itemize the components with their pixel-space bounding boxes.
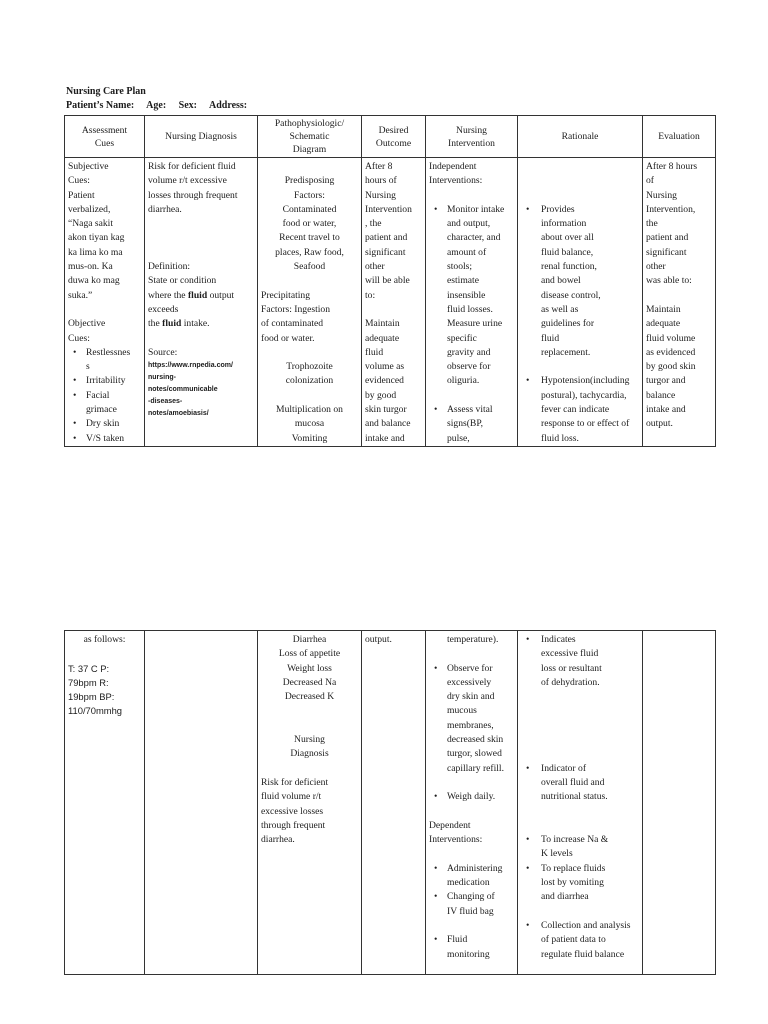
cell-nursing-diagnosis bbox=[145, 631, 258, 975]
age-label: Age: bbox=[146, 100, 167, 111]
text-line: 19bpm BP: bbox=[68, 691, 115, 703]
bullet-line: character, and bbox=[447, 232, 501, 244]
text-line: Intervention bbox=[365, 203, 412, 215]
text-line: , the bbox=[365, 218, 382, 230]
bullet-line: mucous bbox=[447, 705, 477, 717]
text-line: akon tiyan kag bbox=[68, 232, 125, 244]
text-line: turgor and bbox=[646, 375, 686, 387]
text-line: Multiplication on bbox=[276, 404, 343, 416]
text-line bbox=[429, 776, 514, 790]
bullet-line: decreased skin bbox=[447, 734, 504, 746]
text-line: the bbox=[646, 218, 658, 230]
bullet-line: • Observe for bbox=[429, 662, 514, 676]
text-line: Trophozoite bbox=[286, 361, 333, 373]
text-line: notes/communicable bbox=[148, 386, 218, 394]
text-line: mucosa bbox=[294, 418, 325, 430]
text-line bbox=[68, 303, 141, 317]
bullet-line: • Indicator of bbox=[521, 762, 639, 776]
text-line: Factors: Ingestion bbox=[261, 303, 331, 315]
text-line: 110/70mmhg bbox=[68, 705, 123, 717]
text-line: of bbox=[646, 175, 654, 187]
cell-nursing-intervention bbox=[426, 158, 518, 447]
text-line: notes/amoebiasis/ bbox=[148, 410, 209, 418]
text-line: Recent travel to bbox=[279, 232, 340, 244]
text-line: After 8 hours bbox=[646, 161, 698, 172]
text-line bbox=[261, 274, 358, 288]
address-label: Address: bbox=[208, 100, 248, 111]
text-line: Factors: bbox=[294, 189, 325, 201]
text-line: Contaminated bbox=[282, 203, 337, 215]
cell-rationale bbox=[518, 631, 643, 975]
bullet-line: nutritional status. bbox=[541, 791, 608, 803]
bullet-line: excessively bbox=[447, 676, 492, 688]
text-line: output. bbox=[646, 418, 673, 430]
bullet-line: capillary refill. bbox=[447, 762, 505, 774]
bullet-line: renal function, bbox=[541, 261, 597, 273]
text-line: Diarrhea bbox=[292, 634, 327, 645]
text-line: volume r/t excessive bbox=[148, 175, 227, 187]
text-line bbox=[521, 704, 639, 718]
header-label: Rationale bbox=[561, 131, 599, 142]
bullet-line: signs(BP, bbox=[447, 418, 483, 430]
header-label: Pathophysiologic/ Schematic Diagram bbox=[274, 118, 345, 155]
bullet-line: fluid bbox=[541, 332, 560, 344]
text-line: Decreased K bbox=[284, 691, 335, 703]
bullet-line: • Indicates bbox=[521, 633, 639, 647]
bullet-line: Measure urine bbox=[447, 318, 503, 330]
header-desired-outcome bbox=[362, 116, 426, 158]
text-line bbox=[521, 160, 639, 174]
text-line: Loss of appetite bbox=[278, 648, 341, 660]
bullet-line: excessive fluid bbox=[541, 648, 599, 660]
text-line: Source: bbox=[148, 346, 178, 358]
text-line: losses through frequent bbox=[148, 189, 238, 201]
text-line: patient and bbox=[646, 232, 689, 244]
table-body-row bbox=[65, 631, 716, 975]
bullet-line: regulate fluid balance bbox=[541, 948, 625, 960]
text-line: as evidenced bbox=[646, 346, 696, 358]
bullet-line: observe for bbox=[447, 361, 491, 373]
text-line: 79bpm R: bbox=[68, 676, 109, 688]
header-pathophysiologic-diagram bbox=[258, 116, 362, 158]
text-line: Decreased Na bbox=[282, 676, 337, 688]
text-line: Precipitating bbox=[261, 289, 311, 301]
text-line bbox=[148, 246, 254, 260]
bullet-line: of patient data to bbox=[541, 934, 606, 946]
cell-assessment-cues bbox=[65, 631, 145, 975]
header-label: Nursing Diagnosis bbox=[165, 131, 237, 142]
text-line: output. bbox=[365, 634, 392, 645]
text-line: the fluid intake. bbox=[148, 318, 210, 330]
text-line bbox=[429, 805, 514, 819]
cell-evaluation bbox=[643, 158, 716, 447]
text-line: Patient bbox=[68, 189, 95, 201]
text-line bbox=[521, 733, 639, 747]
bullet-line: insensible bbox=[447, 289, 486, 301]
cell-nursing-intervention bbox=[426, 631, 518, 975]
text-line bbox=[521, 719, 639, 733]
cell-nursing-diagnosis bbox=[145, 158, 258, 447]
text-line: Weight loss bbox=[287, 662, 332, 674]
bullet-line: • Facial bbox=[68, 389, 141, 403]
header-label: Desired Outcome bbox=[375, 124, 412, 149]
text-line: through frequent bbox=[261, 819, 326, 831]
text-line: hours of bbox=[365, 175, 397, 187]
text-line: Objective bbox=[68, 318, 106, 330]
bullet-line: monitoring bbox=[447, 948, 490, 960]
cell-desired-outcome bbox=[362, 631, 426, 975]
text-line: -diseases- bbox=[148, 398, 183, 406]
text-line: verbalized, bbox=[68, 203, 111, 215]
text-line: Subjective bbox=[68, 161, 109, 172]
text-line: suka.” bbox=[68, 289, 93, 301]
text-line: Interventions: bbox=[429, 175, 483, 187]
text-line: Cues: bbox=[68, 175, 90, 187]
bullet-line: response to or effect of bbox=[541, 418, 630, 430]
text-line bbox=[261, 762, 358, 776]
bullet-line: • Fluid bbox=[429, 933, 514, 947]
text-line: other bbox=[646, 261, 666, 273]
text-line: “Naga sakit bbox=[68, 218, 114, 230]
bullet-line: fluid balance, bbox=[541, 246, 594, 258]
text-line: by good bbox=[365, 389, 397, 401]
bullet-line: information bbox=[541, 218, 587, 230]
bullet-line: fluid loss. bbox=[541, 432, 579, 444]
bullet-line: K levels bbox=[541, 848, 573, 860]
text-line: places, Raw food, bbox=[275, 246, 344, 258]
bullet-line: • To increase Na & bbox=[521, 833, 639, 847]
text-line: Predisposing bbox=[284, 175, 335, 187]
text-line bbox=[68, 647, 141, 661]
bullet-line: guidelines for bbox=[541, 318, 595, 330]
text-line: Maintain bbox=[646, 303, 681, 315]
bullet-line: • To replace fluids bbox=[521, 862, 639, 876]
text-line: Diagnosis bbox=[290, 748, 329, 760]
text-line: intake and bbox=[365, 432, 405, 444]
text-line: duwa ko mag bbox=[68, 275, 120, 287]
text-line: balance bbox=[646, 389, 676, 401]
sex-label: Sex: bbox=[178, 100, 198, 111]
text-line bbox=[429, 919, 514, 933]
bullet-line: • Collection and analysis bbox=[521, 919, 639, 933]
bullet-line: amount of bbox=[447, 246, 487, 258]
text-line: nursing- bbox=[148, 374, 176, 382]
bullet-line: loss or resultant bbox=[541, 662, 602, 674]
bullet-line: as well as bbox=[541, 303, 579, 315]
text-line: colonization bbox=[285, 375, 334, 387]
care-plan-table-page-1 bbox=[64, 115, 716, 447]
text-line bbox=[261, 346, 358, 360]
bullet-line: fluid losses. bbox=[447, 303, 493, 315]
cell-pathophysiologic-diagram bbox=[258, 631, 362, 975]
bullet-line: • Hypotension(including bbox=[521, 374, 639, 388]
table-header-row bbox=[65, 116, 716, 158]
bullet-line: and output, bbox=[447, 218, 491, 230]
text-line bbox=[261, 704, 358, 718]
table-body-row bbox=[65, 158, 716, 447]
header-evaluation bbox=[643, 116, 716, 158]
care-plan-table-page-2 bbox=[64, 630, 716, 975]
text-line: patient and bbox=[365, 232, 408, 244]
bullet-line: estimate bbox=[447, 275, 479, 287]
bullet-line: replacement. bbox=[541, 346, 591, 358]
patient-name-label: Patient’s Name: bbox=[66, 100, 135, 111]
text-line bbox=[429, 847, 514, 861]
header-rationale bbox=[518, 116, 643, 158]
text-line: skin turgor bbox=[365, 404, 407, 416]
bullet-line: • Administering bbox=[429, 862, 514, 876]
text-line: will be able bbox=[365, 275, 410, 287]
text-line: exceeds bbox=[148, 303, 179, 315]
text-line bbox=[429, 389, 514, 403]
text-line: After 8 bbox=[365, 161, 393, 172]
patient-info-line bbox=[66, 100, 257, 111]
bullet-line: • Monitor intake bbox=[429, 203, 514, 217]
header-label: Nursing Intervention bbox=[448, 124, 495, 149]
text-line: adequate bbox=[365, 332, 400, 344]
header-nursing-intervention bbox=[426, 116, 518, 158]
text-line: Intervention, bbox=[646, 203, 696, 215]
bullet-line: disease control, bbox=[541, 289, 601, 301]
cell-assessment-cues bbox=[65, 158, 145, 447]
text-line: Dependent bbox=[429, 819, 471, 831]
text-line: significant bbox=[646, 246, 687, 258]
text-line: significant bbox=[365, 246, 406, 258]
text-line bbox=[261, 389, 358, 403]
text-line: mus-on. Ka bbox=[68, 261, 113, 273]
text-line: Seafood bbox=[293, 261, 326, 273]
text-line: by good skin bbox=[646, 361, 696, 373]
bullet-line: postural), tachycardia, bbox=[541, 389, 627, 401]
text-line: where the fluid output bbox=[148, 289, 235, 301]
header-label: Assessment Cues bbox=[81, 124, 128, 149]
text-line bbox=[429, 189, 514, 203]
text-line bbox=[646, 289, 712, 303]
bullet-line: • Provides bbox=[521, 203, 639, 217]
text-line: Independent bbox=[429, 161, 477, 172]
cell-rationale bbox=[518, 158, 643, 447]
text-line: Risk for deficient fluid bbox=[148, 161, 236, 172]
text-line: adequate bbox=[646, 318, 681, 330]
text-line: Vomiting bbox=[291, 432, 328, 444]
cell-desired-outcome bbox=[362, 158, 426, 447]
text-line: diarrhea. bbox=[261, 834, 295, 846]
text-line: diarrhea. bbox=[148, 203, 182, 215]
text-line: evidenced bbox=[365, 375, 404, 387]
text-line: Interventions: bbox=[429, 834, 483, 846]
text-line: food or water, bbox=[282, 218, 337, 230]
text-line: to: bbox=[365, 289, 376, 301]
bullet-line: gravity and bbox=[447, 346, 491, 358]
text-line: https://www.rnpedia.com/ bbox=[148, 362, 233, 370]
text-line: Nursing bbox=[646, 189, 677, 201]
text-line: Definition: bbox=[148, 261, 191, 273]
document-title: Nursing Care Plan bbox=[66, 86, 146, 97]
header-nursing-diagnosis bbox=[145, 116, 258, 158]
text-line bbox=[521, 805, 639, 819]
bullet-line: about over all bbox=[541, 232, 594, 244]
text-line: Maintain bbox=[365, 318, 400, 330]
text-line bbox=[148, 217, 254, 231]
bullet-line: • Restlessnes bbox=[68, 346, 141, 360]
bullet-line: dry skin and bbox=[447, 691, 495, 703]
text-line bbox=[261, 719, 358, 733]
text-line bbox=[148, 231, 254, 245]
text-line: other bbox=[365, 261, 385, 273]
text-line: was able to: bbox=[646, 275, 692, 287]
text-line: excessive losses bbox=[261, 805, 324, 817]
text-line bbox=[261, 160, 358, 174]
text-line: Nursing bbox=[294, 734, 325, 746]
bullet-line: • Assess vital bbox=[429, 403, 514, 417]
text-line: T: 37 C P: bbox=[68, 662, 110, 674]
text-line bbox=[521, 747, 639, 761]
text-line: and balance bbox=[365, 418, 411, 430]
text-line bbox=[521, 690, 639, 704]
bullet-line: stools; bbox=[447, 261, 473, 273]
bullet-line: • V/S taken bbox=[68, 432, 141, 446]
text-line: volume as bbox=[365, 361, 405, 373]
bullet-line: pulse, bbox=[447, 432, 470, 444]
text-line: Risk for deficient bbox=[261, 776, 329, 788]
text-line: food or water. bbox=[261, 332, 315, 344]
bullet-line: and diarrhea bbox=[541, 891, 589, 903]
text-line: fluid volume r/t bbox=[261, 791, 322, 803]
text-line bbox=[148, 332, 254, 346]
bullet-line: oliguria. bbox=[447, 375, 480, 387]
text-line: State or condition bbox=[148, 275, 217, 287]
bullet-line: • Weigh daily. bbox=[429, 790, 514, 804]
bullet-line: of dehydration. bbox=[541, 676, 600, 688]
text-line: of contaminated bbox=[261, 318, 324, 330]
header-label: Evaluation bbox=[658, 131, 700, 142]
bullet-line: • Changing of bbox=[429, 890, 514, 904]
bullet-line: specific bbox=[447, 332, 477, 344]
cell-evaluation bbox=[643, 631, 716, 975]
text-line: intake and bbox=[646, 404, 686, 416]
text-line bbox=[365, 303, 422, 317]
bullet-line: lost by vomiting bbox=[541, 877, 604, 889]
text-line: fluid bbox=[365, 346, 384, 358]
bullet-line: fever can indicate bbox=[541, 404, 610, 416]
header-assessment-cues bbox=[65, 116, 145, 158]
bullet-line: s bbox=[86, 361, 90, 373]
text-line bbox=[521, 174, 639, 188]
text-line bbox=[521, 905, 639, 919]
bullet-line: and bowel bbox=[541, 275, 581, 287]
text-line bbox=[429, 647, 514, 661]
bullet-line: medication bbox=[447, 877, 490, 889]
text-line: Nursing bbox=[365, 189, 396, 201]
bullet-line: membranes, bbox=[447, 719, 494, 731]
text-line bbox=[521, 819, 639, 833]
bullet-line: temperature). bbox=[447, 634, 499, 645]
text-line bbox=[521, 360, 639, 374]
cell-pathophysiologic-diagram bbox=[258, 158, 362, 447]
bullet-line: grimace bbox=[86, 404, 117, 416]
text-line: as follows: bbox=[83, 634, 126, 645]
bullet-line: IV fluid bag bbox=[447, 905, 494, 917]
text-line: Cues: bbox=[68, 332, 90, 344]
bullet-line: • Irritability bbox=[68, 374, 141, 388]
text-line: fluid volume bbox=[646, 332, 696, 344]
bullet-line: • Dry skin bbox=[68, 417, 141, 431]
text-line bbox=[521, 189, 639, 203]
bullet-line: overall fluid and bbox=[541, 776, 605, 788]
bullet-line: turgor, slowed bbox=[447, 748, 502, 760]
text-line: ka lima ko ma bbox=[68, 246, 123, 258]
